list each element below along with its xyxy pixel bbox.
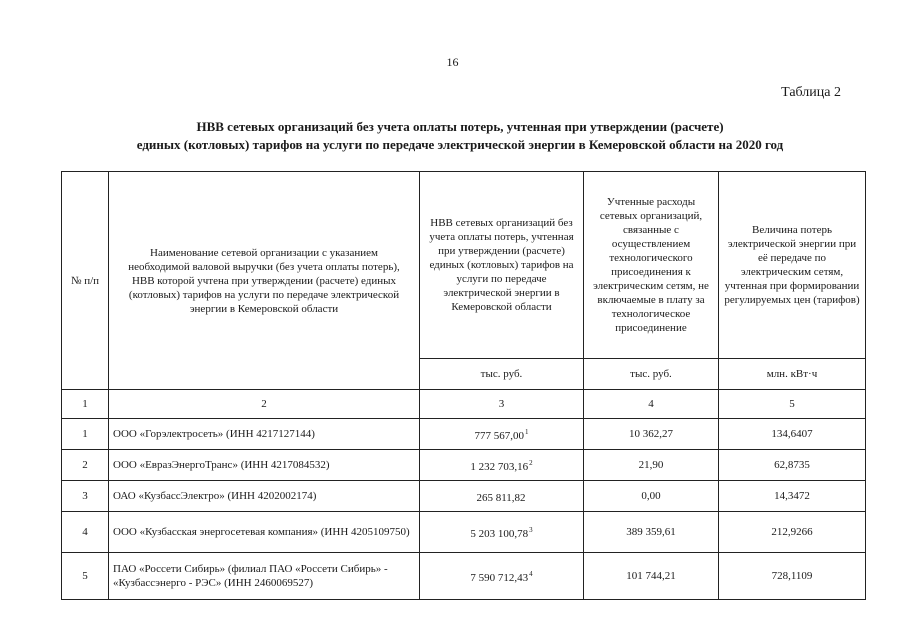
- table-row: [62, 419, 866, 450]
- table-row: [62, 512, 866, 553]
- row-costs: 10 362,27: [584, 419, 719, 450]
- header-num: № п/п: [62, 172, 109, 390]
- nvv-value: 1 232 703,16: [470, 461, 529, 473]
- table-label: Таблица 2: [781, 85, 841, 100]
- footnote-mark: 1: [525, 428, 529, 436]
- unit-losses: млн. кВт·ч: [719, 359, 866, 390]
- row-losses: 14,3472: [719, 481, 866, 512]
- document-title: [60, 118, 860, 154]
- row-num: 2: [62, 450, 109, 481]
- row-nvv: [420, 419, 584, 450]
- row-name: ООО «ЕвразЭнергоТранс» (ИНН 4217084532): [109, 450, 420, 481]
- column-number: 4: [584, 390, 719, 419]
- footnote-mark: 3: [529, 526, 533, 534]
- nvv-value: 265 811,82: [476, 492, 526, 504]
- unit-costs: тыс. руб.: [584, 359, 719, 390]
- row-costs: 389 359,61: [584, 512, 719, 553]
- row-num: 4: [62, 512, 109, 553]
- nvv-value: 777 567,00: [474, 430, 524, 442]
- footnote-mark: 4: [529, 570, 533, 578]
- row-losses: 728,1109: [719, 553, 866, 600]
- tariff-table: [61, 171, 866, 600]
- column-number: 3: [420, 390, 584, 419]
- nvv-value: 7 590 712,43: [470, 572, 529, 584]
- row-losses: 212,9266: [719, 512, 866, 553]
- column-number: 5: [719, 390, 866, 419]
- footnote-mark: 2: [529, 459, 533, 467]
- unit-nvv: тыс. руб.: [420, 359, 584, 390]
- nvv-value: 5 203 100,78: [470, 528, 529, 540]
- title-line-2: единых (котловых) тарифов на услуги по передаче электрической энергии в Кемеровской области на 2020 год: [136, 137, 784, 152]
- column-numbers-row: [62, 390, 866, 419]
- row-num: 1: [62, 419, 109, 450]
- row-name: ПАО «Россети Сибирь» (филиал ПАО «Россети Сибирь» - «Кузбассэнерго - РЭС» (ИНН 2460069527): [109, 553, 420, 600]
- table-row: [62, 450, 866, 481]
- row-costs: 21,90: [584, 450, 719, 481]
- row-losses: 134,6407: [719, 419, 866, 450]
- header-nvv: НВВ сетевых организаций без учета оплаты потерь, учтенная при утверждении (расчете) единых (котловых) тарифов на услуги по передаче электрической энергии в Кемеровской области: [420, 172, 584, 359]
- row-num: 3: [62, 481, 109, 512]
- header-row: [62, 172, 866, 359]
- header-losses: Величина потерь электрической энергии при её передаче по электрическим сетям, учтенная при формировании регулируемых цен (тарифов): [719, 172, 866, 359]
- column-number: 2: [109, 390, 420, 419]
- row-nvv: [420, 450, 584, 481]
- row-num: 5: [62, 553, 109, 600]
- header-name: Наименование сетевой организации с указанием необходимой валовой выручки (без учета оплаты потерь), НВВ которой учтена при утверждении (расчете) единых (котловых) тарифов на услуги по передаче электрической энергии в Кемеровской области: [109, 172, 420, 390]
- row-nvv: [420, 512, 584, 553]
- table-row: [62, 481, 866, 512]
- row-name: ОАО «КузбассЭлектро» (ИНН 4202002174): [109, 481, 420, 512]
- row-nvv: [420, 553, 584, 600]
- page-number: 16: [446, 55, 459, 69]
- header-costs: Учтенные расходы сетевых организаций, связанные с осуществлением технологического присоединения к электрическим сетям, не включаемые в плату за технологическое присоединение: [584, 172, 719, 359]
- row-name: ООО «Кузбасская энергосетевая компания» (ИНН 4205109750): [109, 512, 420, 553]
- column-number: 1: [62, 390, 109, 419]
- row-costs: 0,00: [584, 481, 719, 512]
- row-losses: 62,8735: [719, 450, 866, 481]
- row-costs: 101 744,21: [584, 553, 719, 600]
- row-nvv: [420, 481, 584, 512]
- row-name: ООО «Горэлектросеть» (ИНН 4217127144): [109, 419, 420, 450]
- title-line-1: НВВ сетевых организаций без учета оплаты потерь, учтенная при утверждении (расчете): [196, 119, 724, 134]
- table-row: [62, 553, 866, 600]
